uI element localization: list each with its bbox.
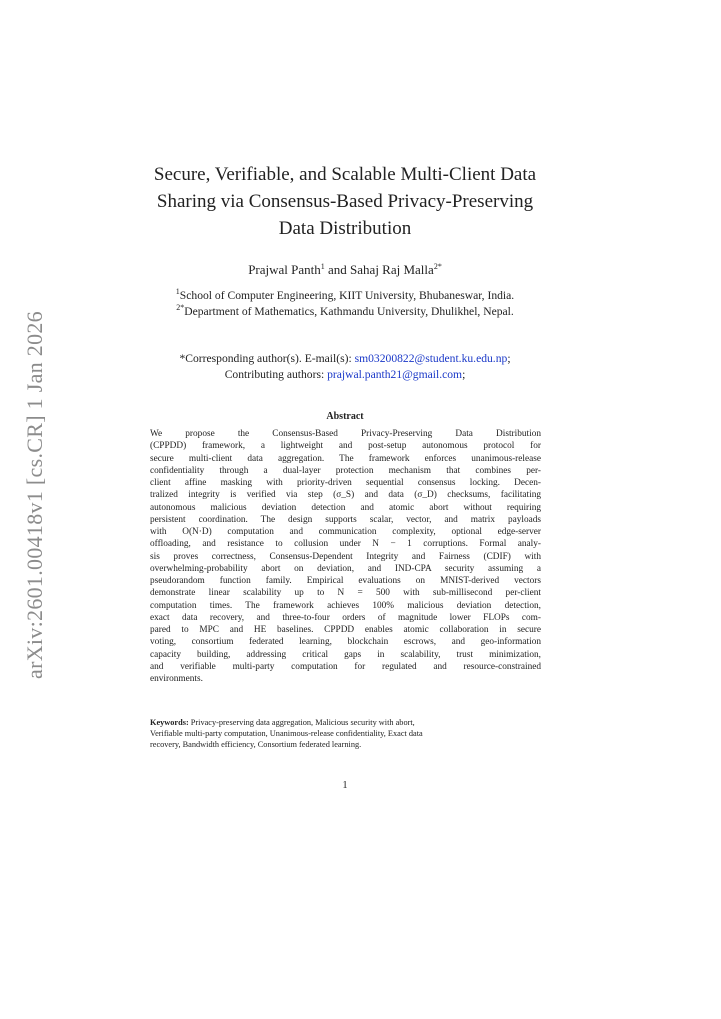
affiliation-mark: 2* bbox=[176, 303, 185, 312]
contributing-authors-line bbox=[120, 367, 570, 383]
abstract-line bbox=[150, 477, 541, 489]
abstract-line bbox=[150, 489, 541, 501]
keywords-line bbox=[150, 717, 541, 728]
arxiv-identifier: arXiv:2601.00418v1 [cs.CR] 1 Jan 2026 bbox=[22, 311, 47, 679]
author-name: Prajwal Panth bbox=[248, 262, 321, 277]
affiliations bbox=[120, 288, 570, 320]
abstract-line bbox=[150, 551, 541, 563]
abstract-line bbox=[150, 526, 541, 538]
title-line: Secure, Verifiable, and Scalable Multi-Client Data bbox=[153, 164, 537, 185]
affiliation-text: School of Computer Engineering, KIIT University, Bhubaneswar, India. bbox=[179, 289, 515, 302]
affiliation-line bbox=[120, 304, 570, 320]
abstract-line bbox=[150, 636, 541, 648]
affiliation-mark: 1 bbox=[175, 287, 180, 296]
abstract-line bbox=[150, 600, 541, 612]
abstract-line-text: autonomous malicious deviation detection and atomic abort without requiring bbox=[150, 502, 541, 513]
title-line: Sharing via Consensus-Based Privacy-Preserving bbox=[156, 191, 534, 212]
abstract-line-text: offloading, and resistance to collusion under N − 1 corruptions. Formal analy- bbox=[150, 539, 541, 550]
abstract-line-text: secure multi-client data aggregation. The framework enforces unanimous-release bbox=[150, 453, 541, 464]
separator: ; bbox=[507, 352, 511, 365]
keywords-label: Keywords: bbox=[150, 718, 189, 727]
affiliation-line bbox=[120, 288, 570, 304]
abstract-line-text: demonstrate linear scalability up to N = 500 with sub-millisecond per-client bbox=[150, 588, 541, 599]
author-list bbox=[120, 262, 570, 278]
abstract-line bbox=[150, 649, 541, 661]
abstract-line-text: sis proves correctness, Consensus-Dependent Integrity and Fairness (CDIF) with bbox=[150, 551, 541, 562]
contributing-email-link[interactable]: prajwal.panth21@gmail.com bbox=[327, 368, 463, 381]
abstract-line bbox=[150, 514, 541, 526]
abstract-line-text: (CPPDD) framework, a lightweight and post-setup autonomous protocol for bbox=[150, 441, 541, 452]
abstract-heading: Abstract bbox=[326, 411, 364, 422]
abstract-line bbox=[150, 453, 541, 465]
abstract-line bbox=[150, 440, 541, 452]
abstract-line-text: with O(N·D) computation and communication complexity, optional edge-server bbox=[150, 527, 541, 537]
abstract-line bbox=[150, 673, 541, 685]
abstract-line-text: confidentiality through a dual-layer protection mechanism that combines per- bbox=[150, 465, 541, 476]
keywords-text: Privacy-preserving data aggregation, Malicious security with abort, bbox=[188, 718, 415, 727]
abstract-line bbox=[150, 624, 541, 636]
page-number: 1 bbox=[342, 780, 348, 791]
abstract-line bbox=[150, 538, 541, 550]
author-affiliation-mark: 1 bbox=[320, 262, 325, 271]
corresponding-author-line bbox=[120, 351, 570, 367]
corresponding-email-link[interactable]: sm03200822@student.ku.edu.np bbox=[354, 352, 508, 365]
affiliation-text: Department of Mathematics, Kathmandu University, Dhulikhel, Nepal. bbox=[184, 305, 514, 318]
separator: ; bbox=[462, 368, 466, 381]
title-line: Data Distribution bbox=[278, 218, 412, 239]
abstract-line bbox=[150, 575, 541, 587]
abstract-line-text: overwhelming-probability abort on deviation, and IND-CPA security assuming a bbox=[150, 563, 541, 574]
abstract-line-text: We propose the Consensus-Based Privacy-Preserving Data Distribution bbox=[150, 429, 541, 439]
abstract-line-text: computation times. The framework achieves 100% malicious deviation detection, bbox=[150, 600, 541, 611]
author-connector: and bbox=[324, 262, 351, 277]
author-name: Sahaj Raj Malla bbox=[350, 262, 434, 277]
abstract-line-text: pared to MPC and HE baselines. CPPDD enables atomic collaboration in secure bbox=[150, 625, 541, 635]
abstract-line bbox=[150, 612, 541, 624]
abstract-line bbox=[150, 661, 541, 673]
abstract-line bbox=[150, 502, 541, 514]
abstract-line-text: environments. bbox=[150, 674, 203, 684]
abstract-line-text: client affine masking with priority-driven sequential consensus locking. Decen- bbox=[150, 478, 541, 488]
keywords-line: Verifiable multi-party computation, Unanimous-release confidentiality, Exact data bbox=[150, 729, 423, 738]
abstract-line-text: persistent coordination. The design supports scalar, vector, and matrix payloads bbox=[150, 514, 541, 525]
abstract-line-text: exact data recovery, and three-to-four orders of magnitude lower FLOPs com- bbox=[150, 612, 541, 623]
abstract-line bbox=[150, 428, 541, 440]
keywords-line: recovery, Bandwidth efficiency, Consortium federated learning. bbox=[150, 740, 362, 749]
corresponding-label: *Corresponding author(s). E-mail(s): bbox=[179, 352, 355, 365]
author-affiliation-mark: 2* bbox=[433, 262, 442, 271]
abstract-line-text: capacity building, addressing critical gaps in scalability, trust minimization, bbox=[150, 649, 541, 660]
abstract-line-text: tralized integrity is verified via step (σ_S) and data (σ_D) checksums, facilitating bbox=[150, 490, 541, 501]
abstract-line-text: and verifiable multi-party computation for regulated and resource-constrained bbox=[150, 661, 541, 672]
abstract-body bbox=[150, 428, 541, 685]
abstract-line-text: voting, consortium federated learning, blockchain escrows, and geo-information bbox=[150, 637, 541, 648]
abstract-line bbox=[150, 563, 541, 575]
abstract-line bbox=[150, 587, 541, 599]
keywords-block bbox=[150, 717, 541, 750]
contributing-label: Contributing authors: bbox=[224, 368, 328, 381]
paper-title bbox=[120, 161, 570, 242]
abstract-line bbox=[150, 465, 541, 477]
correspondence-block bbox=[120, 351, 570, 383]
abstract-line-text: pseudorandom function family. Empirical evaluations on MNIST-derived vectors bbox=[150, 576, 541, 586]
